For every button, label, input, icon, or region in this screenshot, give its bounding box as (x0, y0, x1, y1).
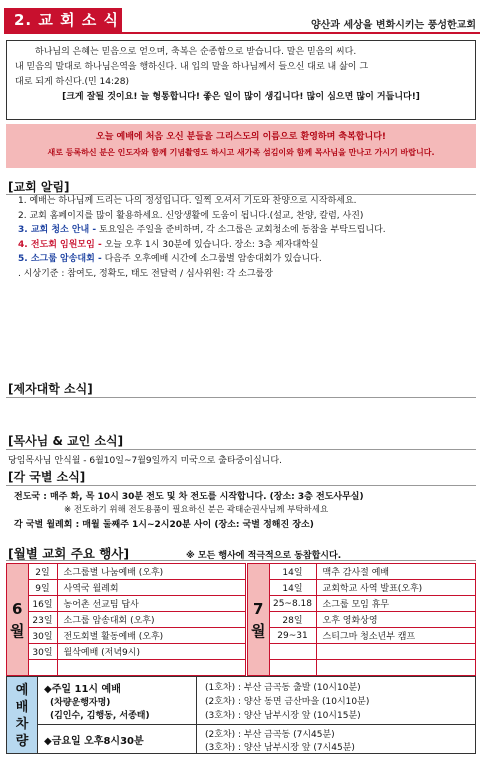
pastor-text: 당임목사님 안식월 - 6월10일~7월9일까지 미국으로 출타중이십니다. (8, 456, 282, 466)
event-name: 맥추 감사절 예배 (316, 564, 476, 580)
friday-title: ◆금요일 오후8시30분 (44, 736, 144, 747)
event-name: 교회학교 사역 발표(오후) (316, 580, 476, 596)
route-item: (2호차) : 부산 금곡동 (7시45분) (205, 730, 335, 740)
event-name (316, 660, 476, 676)
event-name: 오후 영화상영 (316, 612, 476, 628)
divider (6, 449, 476, 450)
table-row (7, 660, 246, 676)
intro-line: 하나님의 은혜는 믿음으로 얻으며, 축복은 순종함으로 받습니다. 말은 믿음의 씨다. (35, 47, 357, 57)
event-date (269, 644, 316, 660)
event-name: 월삭예배 (저녁9시) (57, 644, 246, 660)
pastor-title: [목사님 & 교인 소식] (8, 434, 124, 448)
notices-title: [교회 알림] (8, 180, 70, 194)
item-label: 3. 교회 청소 안내 - (18, 225, 97, 235)
divider (6, 397, 476, 398)
schedule-note: ※ 모든 행사에 적극적으로 동참합시다. (186, 551, 342, 561)
month-label: 7 월 (248, 564, 270, 676)
event-name: 소그룹별 나눔예배 (오후) (57, 564, 246, 580)
event-name: 소그룹 모임 휴무 (316, 596, 476, 612)
event-name: 소그룹 암송대회 (오후) (57, 612, 246, 628)
event-name: 전도회별 활동예배 (오후) (57, 628, 246, 644)
event-date: 29~31 (269, 628, 316, 644)
welcome-line: 오늘 예배에 처음 오신 분들을 그리스도의 이름으로 환영하며 축복합니다! (96, 132, 386, 142)
mission-line: 각 국별 월례회 : 매월 둘째주 1시~2시20분 사이 (장소: 국별 정해진 장소) (14, 520, 314, 530)
mission-line: 전도국 : 매주 화, 목 10시 30분 전도 및 차 전도를 시작합니다. (장소: 3층 전도사무실) (14, 492, 364, 502)
table-row (248, 564, 476, 580)
table-row (248, 612, 476, 628)
routes (197, 677, 475, 753)
event-date: 23일 (28, 612, 57, 628)
driver-heading: (차량운행자명) (50, 698, 111, 708)
notices-list (18, 194, 478, 281)
list-item: 2. 교회 홈페이지를 많이 활용하세요. 신앙생활에 도움이 됩니다.(설교, 찬양, 칼럼, 사진) (18, 210, 364, 221)
list-item: 4. 전도회 임원모임 - 오늘 오후 1시 30분에 있습니다. 장소: 3층 제자대학실 (18, 239, 319, 250)
list-item: . 시상기준 : 참여도, 정확도, 태도 전달력 / 심사위원: 각 소그룹장 (18, 268, 273, 279)
event-date: 14일 (269, 580, 316, 596)
section-header (4, 4, 480, 34)
table-row (7, 612, 246, 628)
divider (6, 485, 476, 486)
event-date: 28일 (269, 612, 316, 628)
schedule-june (6, 563, 246, 676)
event-date: 16일 (28, 596, 57, 612)
event-date: 30일 (28, 628, 57, 644)
table-row (7, 564, 246, 580)
welcome-banner (6, 124, 476, 168)
intro-box (6, 40, 476, 120)
welcome-line: 새로 등록하신 분은 인도자와 함께 기념촬영도 하시고 새가족 섬김이와 함께 목사님을 만나고 가시기 바랍니다. (47, 148, 435, 157)
event-name: 사역국 월례회 (57, 580, 246, 596)
event-date (28, 660, 57, 676)
intro-declaration: [크게 잘될 것이요! 늘 형통합니다! 좋은 일이 많이 생깁니다! 많이 심으면 많이 거둡니다!] (62, 92, 420, 102)
event-name (316, 644, 476, 660)
sunday-service (37, 677, 197, 753)
event-date: 25~8.18 (269, 596, 316, 612)
table-row (7, 596, 246, 612)
intro-line: 대로 되게 하신다.(민 14:28) (15, 77, 129, 87)
event-date: 30일 (28, 644, 57, 660)
month-label: 6 월 (7, 564, 29, 676)
schedule-title: [월별 교회 주요 행사] (8, 546, 130, 561)
divider (6, 560, 476, 561)
event-date (269, 660, 316, 676)
item-label: 4. 전도회 임원모임 - (18, 239, 102, 250)
route-item: (2호차) : 양산 동면 금산마을 (10시10분) (205, 697, 370, 707)
table-row (7, 644, 246, 660)
event-date: 14일 (269, 564, 316, 580)
route-item: (1호차) : 부산 금곡동 출발 (10시10분) (205, 683, 361, 693)
list-item: 1. 예배는 하나님께 드리는 나의 정성입니다. 일찍 오셔서 기도와 찬양으로 시작하세요. (18, 196, 357, 206)
driver-names: (김인수, 김행동, 서종태) (50, 711, 150, 721)
table-row (248, 596, 476, 612)
divider (197, 724, 475, 725)
intro-line: 내 믿음의 말대로 하나님은역을 행하신다. 내 입의 말을 하나님께서 들으신 대로 내 삶이 그 (15, 62, 369, 72)
table-row (248, 580, 476, 596)
mission-title: [각 국별 소식] (8, 470, 86, 484)
event-name (57, 660, 246, 676)
table-row (248, 660, 476, 676)
route-item: (3호차) : 양산 남부시장 앞 (10시15분) (205, 711, 361, 721)
sunday-title: ◆주일 11시 예배 (44, 684, 121, 695)
table-row (7, 580, 246, 596)
event-name: 농어촌 선교팀 답사 (57, 596, 246, 612)
schedule-july (247, 563, 476, 676)
table-row (7, 628, 246, 644)
event-date: 9일 (28, 580, 57, 596)
event-date: 2일 (28, 564, 57, 580)
table-row (248, 628, 476, 644)
route-item: (3호차) : 양산 남부시장 앞 (7시45분) (205, 743, 355, 753)
mission-note: ※ 전도하기 위해 전도용품이 필요하신 분은 곽태순권사님께 부탁하세요 (64, 505, 329, 515)
list-item: 5. 소그룹 암송대회 - 다음주 오후예배 시간에 소그룹별 암송대회가 있습니다. (18, 254, 322, 264)
disciple-title: [제자대학 소식] (8, 382, 93, 396)
table-row (248, 644, 476, 660)
transport-label: 예 배 차 량 (7, 677, 37, 753)
divider (38, 724, 196, 725)
event-name: 스티그마 청소년부 캠프 (316, 628, 476, 644)
section-title: 2. 교 회 소 식 (4, 8, 122, 32)
worship-transport (6, 676, 476, 754)
list-item: 3. 교회 청소 안내 - 토요일은 주일을 준비하며, 각 소그룹은 교회청소에 동참을 부탁드립니다. (18, 225, 386, 235)
church-slogan: 양산과 세상을 변화시키는 풍성한교회 (310, 20, 476, 31)
item-label: 5. 소그룹 암송대회 - (18, 254, 102, 264)
